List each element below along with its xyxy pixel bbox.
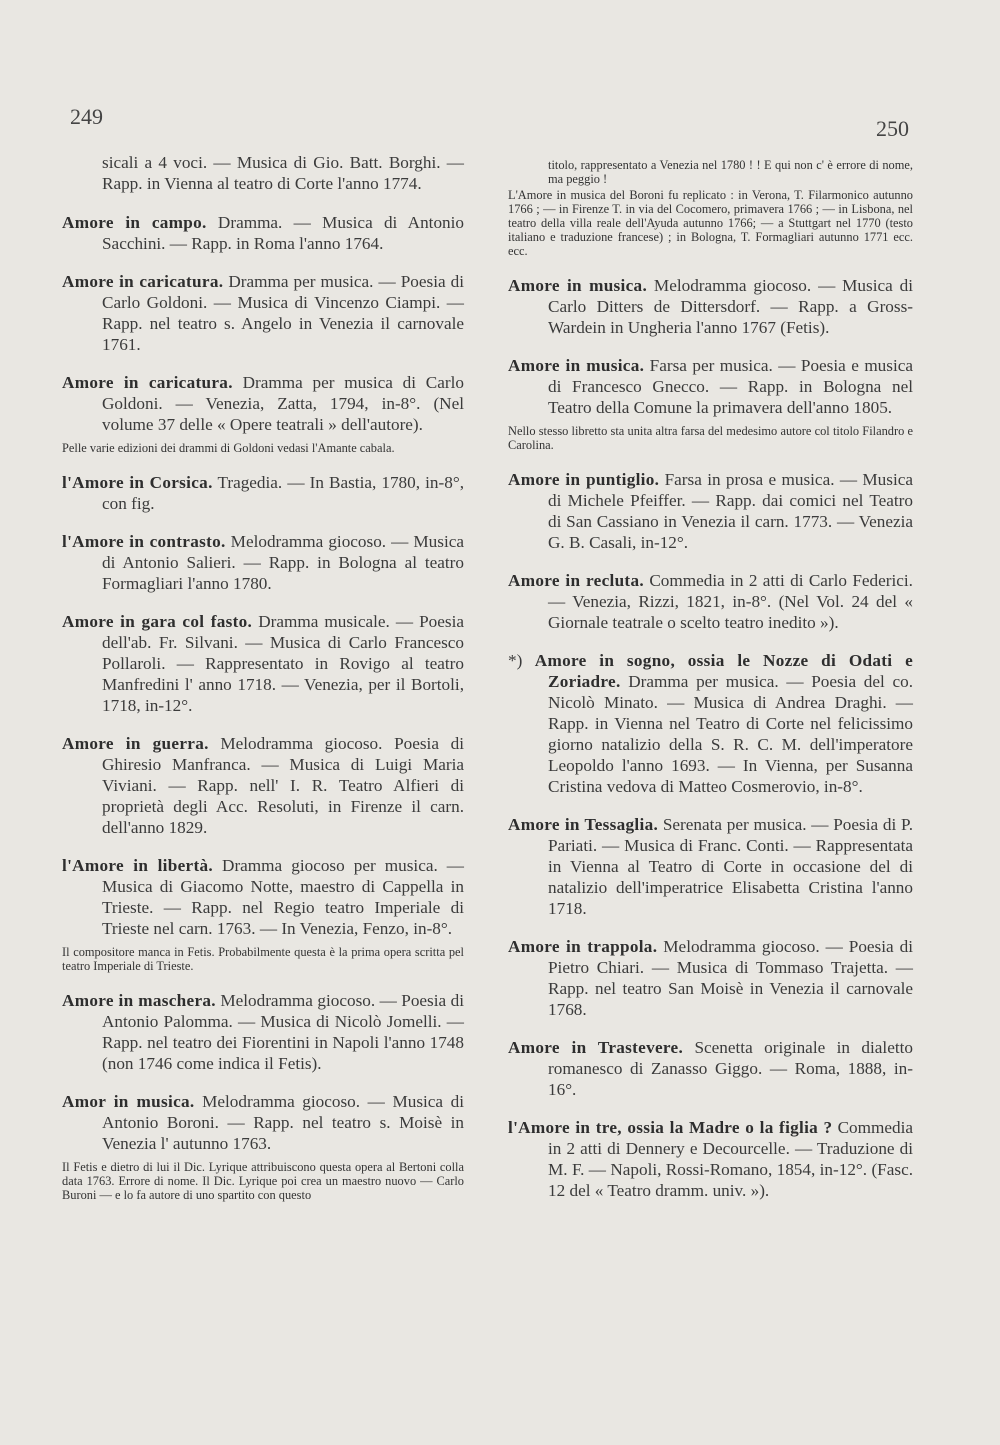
entry-headword: Amore in recluta. — [508, 571, 644, 590]
entry-text: Melodramma giocoso. — Poesia di Antonio Palomma. — Musica di Nicolò Jomelli. — Rapp. nel teatro dei Fiorentini in Napoli l'anno 1748 (non 1746 come indica il Fetis). — [102, 991, 464, 1073]
entry — [62, 1091, 464, 1154]
entry-headword: Amore in Tessaglia. — [508, 815, 659, 834]
entry — [508, 936, 913, 1020]
entry — [508, 469, 913, 553]
footnote-marker: *) — [508, 651, 523, 670]
entry-text: Melodramma giocoso. — Musica di Antonio Boroni. — Rapp. nel teatro s. Moisè in Venezia l' autunno 1763. — [102, 1092, 464, 1153]
entry-headword: Amore in campo. — [62, 213, 207, 232]
entry-headword: Amore in maschera. — [62, 991, 216, 1010]
entry-headword: l'Amore in tre, ossia la Madre o la figlia ? — [508, 1118, 833, 1137]
entry-text: Commedia in 2 atti di Dennery e Decourcelle. — Traduzione di M. F. — Napoli, Rossi-Romano, 1854, in-12°. (Fasc. 12 del « Teatro dramm. univ. »). — [548, 1118, 913, 1200]
entry-headword: Amore in musica. — [508, 356, 645, 375]
footnote: Pelle varie edizioni dei drammi di Goldoni vedasi l'Amante cabala. — [62, 441, 395, 455]
entry-headword: Amore in caricatura. — [62, 373, 233, 392]
entry-headword: l'Amore in libertà. — [62, 856, 213, 875]
footnote: Il compositore manca in Fetis. Probabilmente questa è la prima opera scritta pel teatro Imperiale di Trieste. — [62, 945, 464, 973]
entry — [508, 570, 913, 633]
column-right — [508, 158, 913, 1218]
entry-headword: Amore in Trastevere. — [508, 1038, 684, 1057]
entry-text: Scenetta originale in dialetto romanesco di Zanasso Giggo. — Roma, 1888, in-16°. — [548, 1038, 913, 1099]
entry-headword: Amore in guerra. — [62, 734, 209, 753]
page-number-right: 250 — [876, 116, 909, 141]
entry-text: Melodramma giocoso. Poesia di Ghiresio Manfranca. — Musica di Luigi Maria Viviani. — Rapp. nell' I. R. Teatro Alfieri di proprietà degli Acc. Resoluti, in Firenze il carn. dell'anno 1829. — [102, 734, 464, 837]
entry-text: Melodramma giocoso. — Poesia di Pietro Chiari. — Musica di Tommaso Trajetta. — Rapp. nel teatro San Moisè in Venezia il carnovale 1768. — [548, 937, 913, 1019]
entry-text: Serenata per musica. — Poesia di P. Pariati. — Musica di Franc. Conti. — Rappresentata in Vienna al Teatro di Corte in occasione del di natalizio dell'imperatrice Elisabetta Cristina l'anno 1718. — [548, 815, 913, 918]
entry-headword: Amore in trappola. — [508, 937, 658, 956]
entry — [62, 990, 464, 1074]
footnote: Il Fetis e dietro di lui il Dic. Lyrique attribuiscono questa opera al Bertoni colla data 1763. Errore di nome. Il Dic. Lyrique poi crea un maestro nuovo — Carlo Buroni — e lo fa autore di uno spartito con questo — [62, 1160, 464, 1202]
entry-headword: Amore in sogno, ossia le Nozze di Odati e Zoriadre. — [534, 651, 914, 691]
entry — [62, 472, 464, 514]
entry-headword: l'Amore in Corsica. — [62, 473, 213, 492]
entry-text: Dramma giocoso per musica. — Musica di Giacomo Notte, maestro di Cappella in Trieste. — Rapp. nel Regio teatro Imperiale di Trieste nel carn. 1763. — In Venezia, Fenzo, in-8°. — [102, 856, 464, 938]
entry — [62, 611, 464, 716]
entry-text: Dramma. — Musica di Antonio Sacchini. — Rapp. in Roma l'anno 1764. — [102, 213, 464, 253]
page-number-left: 249 — [70, 104, 103, 129]
entry — [62, 271, 464, 355]
entry-text: Dramma musicale. — Poesia dell'ab. Fr. Silvani. — Musica di Carlo Francesco Pollaroli. — Rappresentato in Rovigo al teatro Manfredini l' anno 1718. — Venezia, per il Bortoli, 1718, in-12°. — [102, 612, 464, 715]
entry — [508, 355, 913, 418]
footnote: L'Amore in musica del Boroni fu replicato : in Verona, T. Filarmonico autunno 1766 ; — in Firenze T. in via del Cocomero, primavera 1766 ; — in Lisbona, nel teatro della villa reale dell'Ayuda autunno 1766; — a Stuttgart nel 1770 (testo italiano e traduzione francese) ; in Bologna, T. Formagliari autunno 1771 ecc. ecc. — [508, 188, 913, 258]
entry-text: Melodramma giocoso. — Musica di Carlo Ditters de Dittersdorf. — Rapp. a Gross-Wardein in Ungheria l'anno 1767 (Fetis). — [548, 276, 913, 337]
entry-text: Dramma per musica. — Poesia di Carlo Goldoni. — Musica di Vincenzo Ciampi. — Rapp. nel teatro s. Angelo in Venezia il carnovale 1761. — [102, 272, 464, 354]
entry-continuation: sicali a 4 voci. — Musica di Gio. Batt. Borghi. — Rapp. in Vienna al teatro di Corte l'anno 1774. — [102, 153, 464, 193]
entry-headword: Amore in musica. — [508, 276, 648, 295]
entry — [508, 814, 913, 919]
entry-headword: l'Amore in contrasto. — [62, 532, 226, 551]
entry — [508, 275, 913, 338]
entry-headword: Amor in musica. — [62, 1092, 195, 1111]
entry-text: Melodramma giocoso. — Musica di Antonio Salieri. — Rapp. in Bologna al teatro Formagliari l'anno 1780. — [102, 532, 464, 593]
entry — [508, 1117, 913, 1201]
entry — [508, 1037, 913, 1100]
entry-text: Farsa in prosa e musica. — Musica di Michele Pfeiffer. — Rapp. dai comici nel Teatro di San Cassiano in Venezia il carn. 1773. — Venezia G. B. Casali, in-12°. — [548, 470, 913, 552]
entry-headword: Amore in gara col fasto. — [62, 612, 253, 631]
entry — [62, 212, 464, 254]
entry — [508, 650, 913, 797]
entry-text: Dramma per musica. — Poesia del co. Nicolò Minato. — Musica di Andrea Draghi. — Rapp. in Vienna nel Teatro di Corte nel felicissimo giorno natalizio della S. R. C. M. dell'imperatore Leopoldo l'anno 1693. — In Vienna, per Susanna Cristina vedova di Matteo Cosmerovio, in-8°. — [548, 672, 913, 796]
entry — [62, 372, 464, 435]
footnote: Nello stesso libretto sta unita altra farsa del medesimo autore col titolo Filandro e Carolina. — [508, 424, 913, 452]
entry-text: Dramma per musica di Carlo Goldoni. — Venezia, Zatta, 1794, in-8°. (Nel volume 37 delle « Opere teatrali » dell'autore). — [102, 373, 464, 434]
entry-text: Commedia in 2 atti di Carlo Federici. — Venezia, Rizzi, 1821, in-8°. (Nel Vol. 24 del « Giornale teatrale o scelto teatro inedito »). — [548, 571, 913, 632]
entry — [62, 855, 464, 939]
column-left — [62, 152, 464, 1219]
entry-text: Farsa per musica. — Poesia e musica di Francesco Gnecco. — Rapp. in Bologna nel Teatro della Comune la primavera dell'anno 1805. — [548, 356, 914, 417]
entry-headword: Amore in caricatura. — [62, 272, 224, 291]
entry — [62, 733, 464, 838]
entry-headword: Amore in puntiglio. — [508, 470, 660, 489]
footnote-continuation: titolo, rappresentato a Venezia nel 1780 ! ! E qui non c' è errore di nome, ma peggio ! — [548, 158, 913, 186]
entry — [62, 531, 464, 594]
entry-text: Tragedia. — In Bastia, 1780, in-8°, con fig. — [102, 473, 464, 513]
